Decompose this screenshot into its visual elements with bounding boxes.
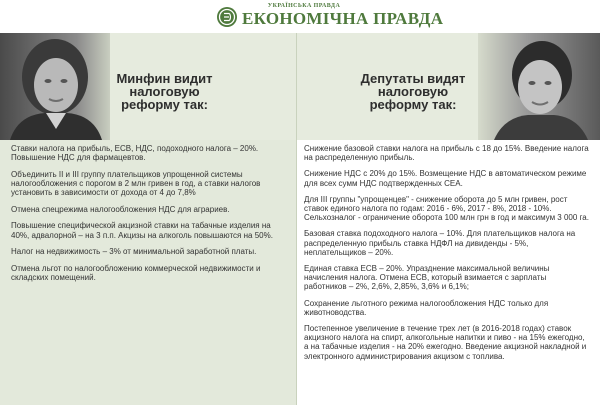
minfin-item: Отмена спецрежима налогообложения НДС для аграриев. — [11, 204, 230, 214]
photo-left — [0, 33, 110, 140]
heading-minfin: Минфин видит налоговую реформу так: — [116, 71, 213, 112]
minfin-item: Отмена льгот по налогообложению коммерческой недвижимости и складских помещений. — [11, 263, 261, 282]
logo-title[interactable]: ЕКОНОМІЧНА ПРАВДА — [242, 9, 444, 28]
minfin-item: Повышение специфической акцизной ставки на табачные изделия на 40%, адвалорной – на 3 п.п. Акцизы на алкоголь повышаются на 50%. — [11, 221, 273, 240]
deputies-column — [296, 140, 600, 405]
logo-subtitle: УКРАЇНСЬКА ПРАВДА — [267, 3, 341, 9]
deputies-item: Снижение НДС с 20% до 15%. Возмещение НДС в автоматическом режиме для всех сумм НДС подтвержденных СЕА. — [304, 169, 587, 188]
photo-right — [478, 33, 600, 140]
deputies-item: Сохранение льготного режима налогообложения НДС только для животноводства. — [304, 298, 549, 317]
minfin-item: Объединить II и III группу плательщиков упрощенной системы налогообложения с порогом в 2 млн гривен в год, а ставки налогов установить в зависимости от дохода от 4 до 7,8% — [11, 169, 261, 198]
minfin-item: Налог на недвижимость – 3% от минимальной заработной платы. — [11, 247, 257, 257]
column-divider — [296, 33, 297, 405]
logo-emblem-icon[interactable] — [217, 7, 237, 27]
deputies-item: Снижение базовой ставки налога на прибыль с 18 до 15%. Введение налога на распределенную прибыль. — [304, 144, 589, 163]
deputies-item: Для III группы "упрощенцев" - снижение оборота до 5 млн гривен, рост ставок единого налога по годам: 2016 - 6%, 2017 - 8%, 2018 - 10%. Сельхозналог - ограничение оборота 100 млн грн в год и максимум 3 000 га. — [304, 194, 589, 223]
deputies-item: Базовая ставка подоходного налога – 10%. Для плательщиков налога на распределенную прибыль ставка НДФЛ на дивиденды - 5%, неплательщиков – 20%. — [304, 229, 576, 257]
site-header — [0, 0, 600, 33]
deputies-item: Постепенное увеличение в течение трех лет (в 2016-2018 годах) ставок акцизного налога на спирт, алкогольные напитки и пиво - на 15% ежегодно, а на табачные изделия - на 20% ежегодно. Введение акцизной накладной и электронного администрирования акцизом с топлива. — [304, 324, 587, 361]
minfin-column — [0, 140, 296, 405]
banner — [0, 33, 600, 140]
minfin-item: Ставки налога на прибыль, ЕСВ, НДС, подоходного налога – 20%. Повышение НДС для фармацевтов. — [11, 144, 259, 163]
heading-deputies: Депутаты видят налоговую реформу так: — [360, 71, 466, 112]
deputies-item: Единая ставка ЕСВ – 20%. Упразднение максимальной величины начисления налога. Отмена ЕСВ, который взимается с зарплаты работников – 2%, 2,6%, 2,85%, 3,6% и 6,1%; — [304, 264, 550, 292]
